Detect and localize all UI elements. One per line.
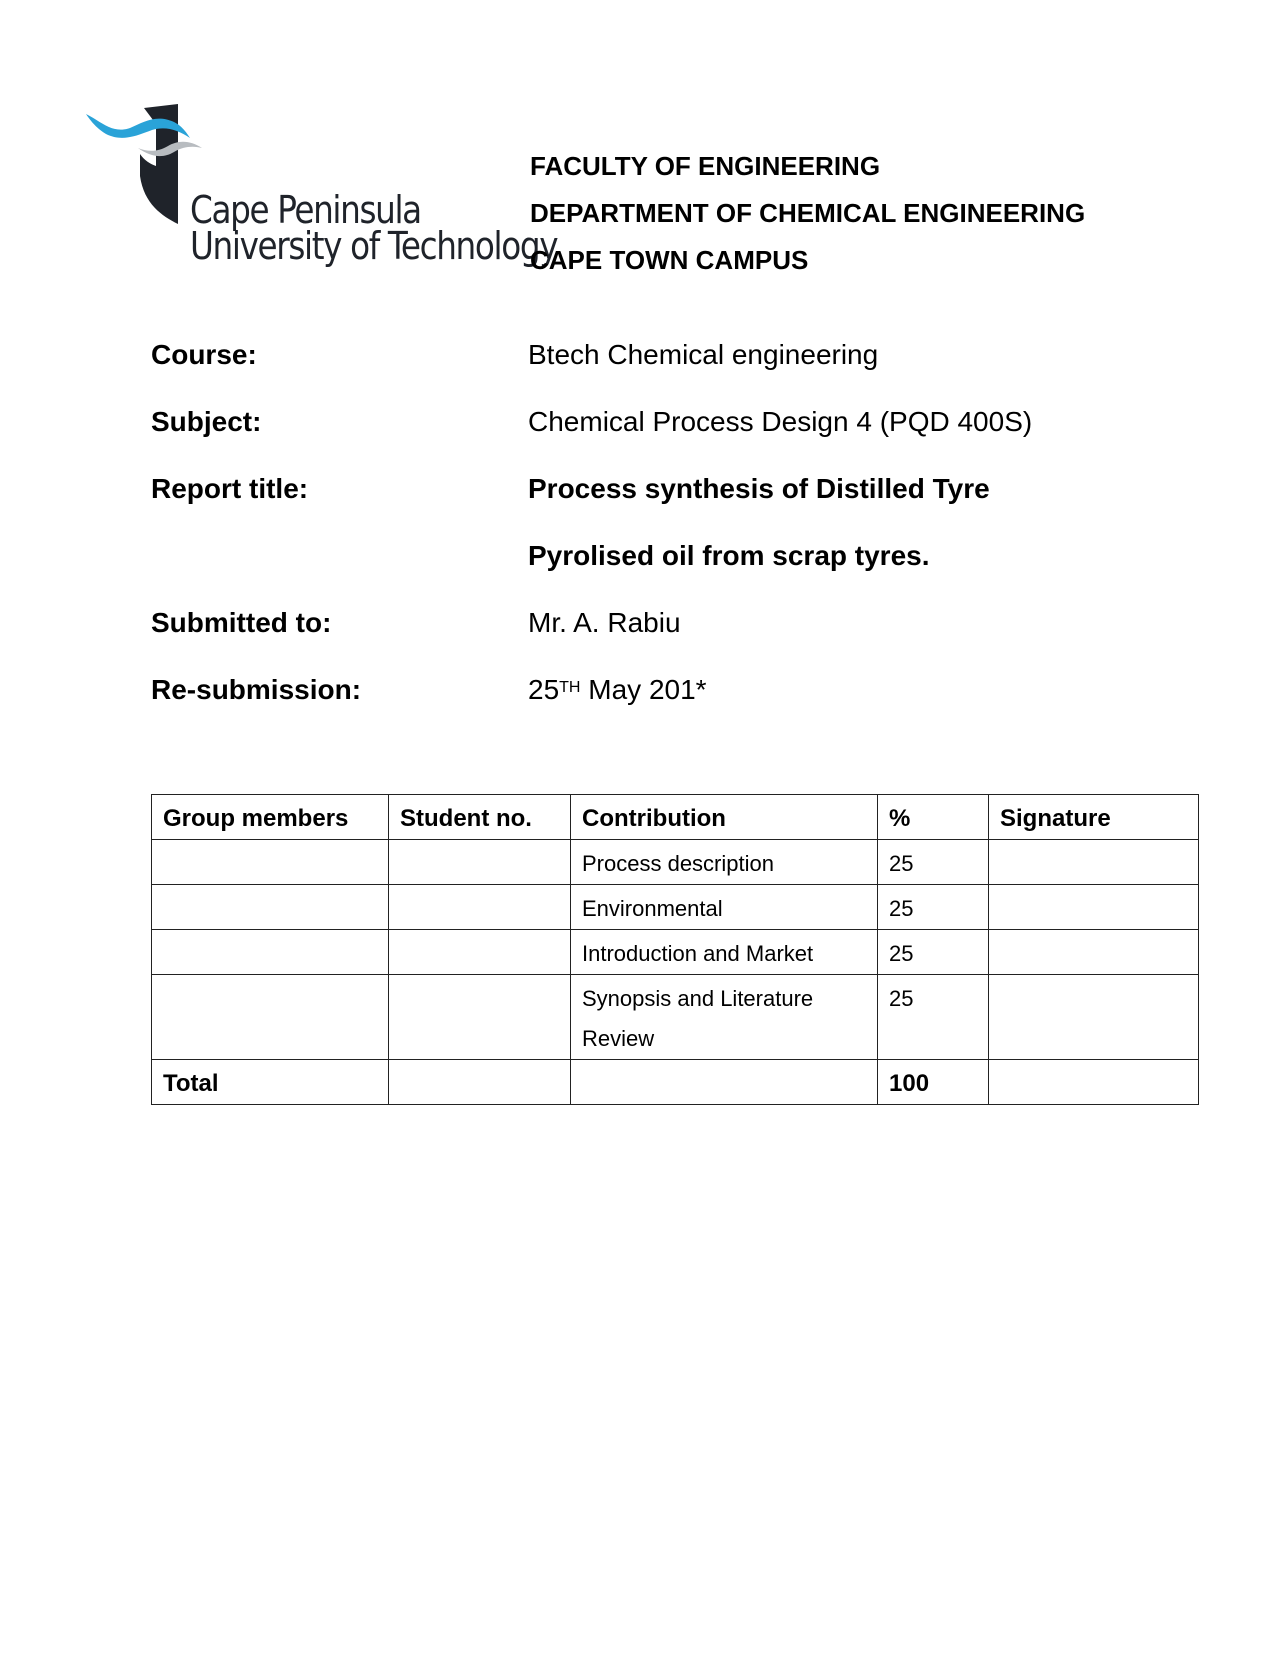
course-value: Btech Chemical engineering [528,339,879,370]
member-cell[interactable] [152,885,389,930]
course-row [151,338,1151,405]
contribution-cell: Synopsis and Literature Review [571,975,878,1060]
logo-text-line2: University of Technology [190,224,558,268]
percent-cell: 25 [878,930,989,975]
group-members-table [151,794,1199,1105]
header-percent: % [878,795,989,840]
student-no-cell[interactable] [389,885,571,930]
table-row [152,975,1199,1060]
table-row [152,885,1199,930]
contribution-cell: Process description [571,840,878,885]
resubmission-month-year: May 201* [588,674,707,705]
percent-cell: 25 [878,885,989,930]
total-contribution-cell [571,1060,878,1105]
department-name: DEPARTMENT OF CHEMICAL ENGINEERING [530,198,1086,228]
signature-cell[interactable] [989,840,1199,885]
resubmission-day-suffix: TH [559,679,581,696]
header-contribution: Contribution [571,795,878,840]
total-percent: 100 [878,1060,989,1105]
member-cell[interactable] [152,930,389,975]
subject-row [151,405,1151,472]
subject-value: Chemical Process Design 4 (PQD 400S) [528,406,1033,437]
total-label: Total [152,1060,389,1105]
report-title-label: Report title: [151,473,309,504]
table-total-row [152,1060,1199,1105]
submitted-to-label: Submitted to: [151,607,332,638]
total-signature-cell[interactable] [989,1060,1199,1105]
table-row [152,840,1199,885]
total-student-no-cell [389,1060,571,1105]
header-student-no: Student no. [389,795,571,840]
member-cell[interactable] [152,840,389,885]
faculty-header [530,150,1085,291]
member-cell[interactable] [152,975,389,1060]
resubmission-row [151,673,1151,740]
signature-cell[interactable] [989,885,1199,930]
report-title-line2: Pyrolised oil from scrap tyres. [528,540,930,571]
resubmission-label: Re-submission: [151,674,362,705]
resubmission-day: 25 [528,674,560,705]
university-logo [82,104,558,279]
resubmission-date [528,673,707,707]
submitted-to-value: Mr. A. Rabiu [528,607,681,638]
contribution-cell: Environmental [571,885,878,930]
signature-cell[interactable] [989,930,1199,975]
percent-cell: 25 [878,840,989,885]
report-title-row-2 [151,539,1151,606]
signature-cell[interactable] [989,975,1199,1060]
faculty-name: FACULTY OF ENGINEERING [530,151,881,181]
logo-text-line1: Cape Peninsula [190,188,421,232]
header-signature: Signature [989,795,1199,840]
report-title-row [151,472,1151,539]
student-no-cell[interactable] [389,840,571,885]
contribution-cell: Introduction and Market [571,930,878,975]
subject-label: Subject: [151,406,262,437]
course-label: Course: [151,339,257,370]
student-no-cell[interactable] [389,975,571,1060]
header-group-members: Group members [152,795,389,840]
student-no-cell[interactable] [389,930,571,975]
percent-cell: 25 [878,975,989,1060]
report-title-line1: Process synthesis of Distilled Tyre [528,473,990,504]
submitted-to-row [151,606,1151,673]
table-header-row [152,795,1199,840]
report-info-block [151,338,1151,740]
table-row [152,930,1199,975]
campus-name: CAPE TOWN CAMPUS [530,245,809,275]
